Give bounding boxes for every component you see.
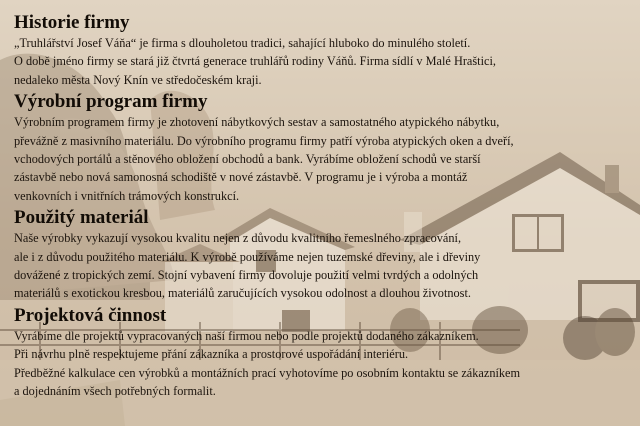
section-material bbox=[14, 207, 634, 303]
section-text-material bbox=[14, 229, 634, 303]
text-line: Výrobním programem firmy je zhotovení nábytkových sestav a samostatného atypického nábytku, bbox=[14, 115, 500, 130]
text-line: materiálů s exotickou kresbou, materiálů zaručujících vysokou odolnost a dlouhou životnost. bbox=[14, 286, 471, 301]
section-title-history: Historie firmy bbox=[14, 12, 130, 33]
text-line: převážně z masivního materiálu. Do výrobního programu firmy patří výroba atypických oken a dveří, bbox=[14, 133, 514, 148]
text-line: nedaleko města Nový Knín ve středočeském kraji. bbox=[14, 72, 262, 87]
section-production-program bbox=[14, 91, 634, 205]
text-line: Předběžné kalkulace cen výrobků a montážních prací vyhotovíme po osobním kontaktu se zákazníkem bbox=[14, 365, 521, 380]
text-line: vchodových portálů a stěnového obložení obchodů a bank. Vyrábíme obložení schodů ve starší bbox=[14, 152, 481, 167]
text-line: ale i z důvodu použitého materiálu. K výrobě používáme nejen tuzemské dřeviny, ale i dřeviny bbox=[14, 249, 481, 264]
text-line: Při návrhu plně respektujeme přání zákazníka a prostorové uspořádání interiéru. bbox=[14, 347, 409, 362]
section-title-projects: Projektová činnost bbox=[14, 304, 167, 326]
text-line: a dojednáním všech potřebných formalit. bbox=[14, 384, 216, 399]
text-line: dovážené z tropických zemí. Stojní vybavení firmy dovoluje použití velmi tvrdých a odolných bbox=[14, 268, 479, 283]
text-line: Naše výrobky vykazují vysokou kvalitu nejen z důvodu kvalitního řemeslného zpracování, bbox=[14, 231, 462, 246]
section-history bbox=[14, 12, 634, 89]
section-text-history bbox=[14, 34, 634, 89]
section-title-material: Použitý materiál bbox=[14, 207, 149, 229]
section-projects bbox=[14, 305, 634, 401]
text-line: Vyrábíme dle projektů vypracovaných naší firmou nebo podle projektů dodaného zákazníkem. bbox=[14, 328, 479, 343]
text-line: venkovních i vnitřních trámových konstrukcí. bbox=[14, 188, 240, 203]
section-text-projects bbox=[14, 327, 634, 401]
section-title-production-program: Výrobní program firmy bbox=[14, 91, 208, 113]
section-text-production-program bbox=[14, 113, 634, 205]
content-column bbox=[14, 12, 634, 403]
text-line: O době jméno firmy se stará již čtvrtá generace truhlářů rodiny Váňů. Firma sídlí v Malé Hraštici, bbox=[14, 54, 496, 69]
text-line: zástavbě nebo nová samonosná schodiště v nové zástavbě. V programu je i výroba a montáž bbox=[14, 170, 468, 185]
text-line: „Truhlářství Josef Váňa“ je firma s dlouholetou tradici, sahající hluboko do minulého století. bbox=[14, 36, 471, 50]
